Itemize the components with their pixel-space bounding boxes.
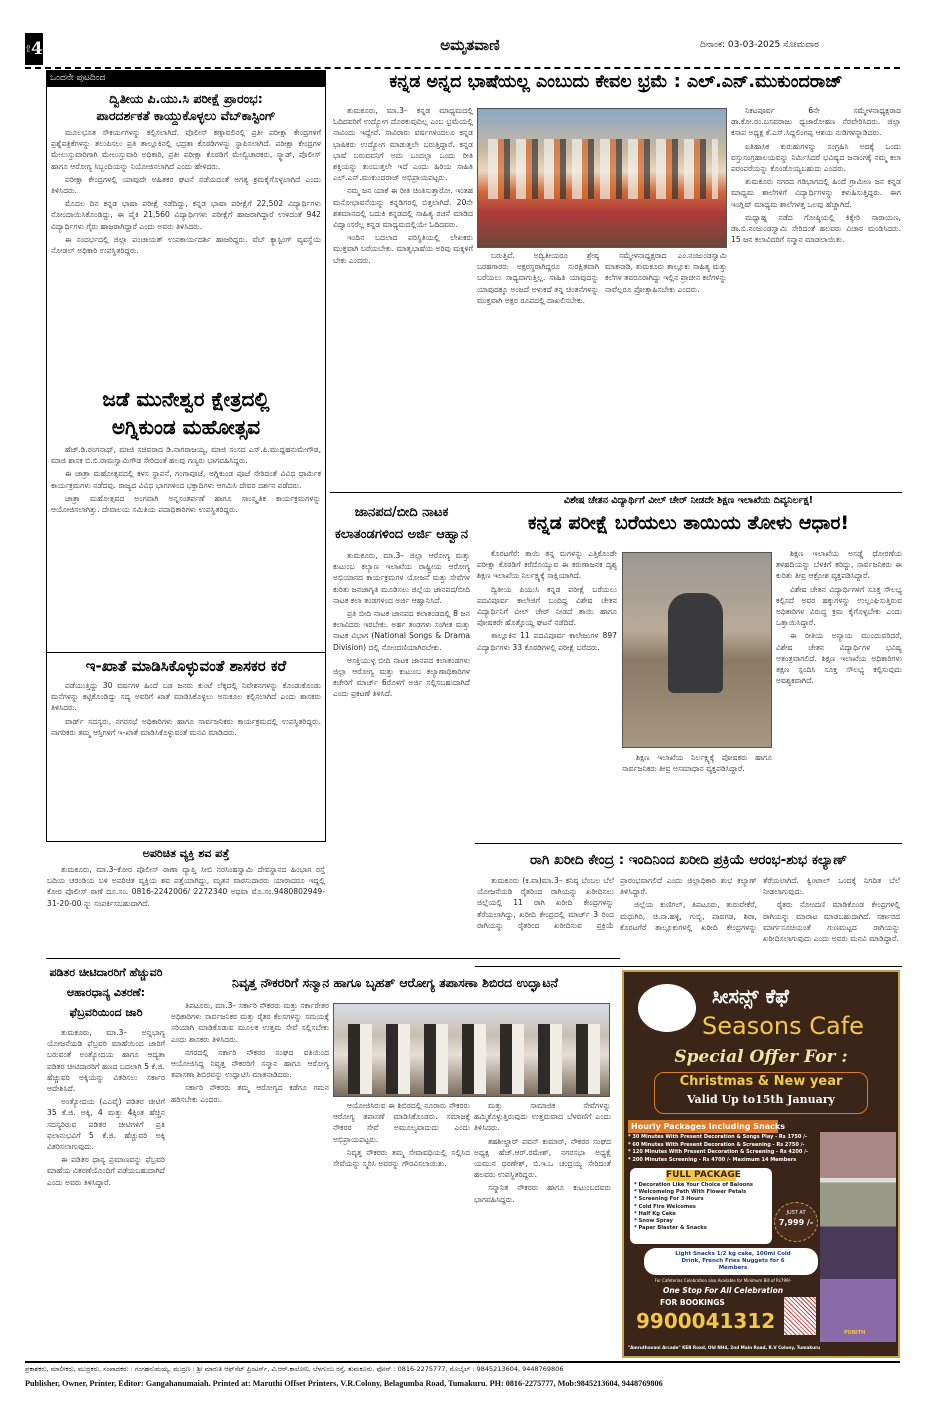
hourly-list: [628, 1134, 818, 1164]
paragraph: ಶಿಕ್ಷಣ ಇಲಾಖೆಯ ನಿರ್ಲಕ್ಷ್ಯಕ್ಕೆ ಪೋಷಕರು ಹಾಗೂ ಸಾರ್ವಜನಿಕರು ತೀವ್ರ ಅಸಮಾಧಾನ ವ್ಯಕ್ತಪಡಿಸಿದ್ದಾರೆ.: [622, 753, 772, 774]
photo-caption: PUNITH: [844, 1330, 866, 1336]
article-column-3: [474, 1100, 611, 1352]
article-column-1: [477, 548, 617, 840]
cafe-logo: [638, 984, 696, 1032]
paragraph: ಅಂತ್ಯೋದಯ (ಎಎವೈ) ಪಡಿತರ ಚೀಟಿಗೆ 35 ಕೆ.ಜಿ. ಅಕ್ಕಿ, 4 ಮತ್ತು 4ಕ್ಕಿಂತ ಹೆಚ್ಚಿನ ಸದಸ್ಯರಿರುವ ಪಡಿತರ ಚೀಟಿಗಳಿಗೆ ಪ್ರತಿ ಫಲಾನುಭವಿಗೆ 5 ಕೆ.ಜಿ. ಹೆಚ್ಚುವರಿ ಅಕ್ಕಿ ವಿತರಿಸಲಾಗುವುದು.: [47, 1097, 165, 1152]
paragraph: ನಗರದಲ್ಲಿ ಸರ್ಕಾರಿ ನೌಕರರ ಸಂಘದ ವತಿಯಿಂದ ಆಯೋಜಿಸಿದ್ದ ನಿವೃತ್ತ ನೌಕರರಿಗೆ ಸನ್ಮಾನ ಹಾಗೂ ಆರೋಗ್ಯ ತಪಾಸಣಾ ಶಿಬಿರವನ್ನು ಉದ್ಘಾಟಿಸಿ ಮಾತನಾಡಿದರು.: [171, 1047, 329, 1080]
hourly-item: * 200 Minutes Screening - Rs 4700 /- Maximum 14 Members: [628, 1156, 797, 1163]
cafeteria-note: For Cafeterias Celebration also Available for Minimum Bill of Rs799/-: [654, 1278, 792, 1283]
paragraph: ಈ ಪಡಿತರ ಧಾನ್ಯ ಪ್ರಮಾಣವನ್ನು ಫೆಬ್ರವರಿ ಮಾಹೆಯ ವಿತರಣೆಯೊಂದಿಗೆ ಪಡೆಯಬಹುದಾಗಿದೆ ಎಂದು ಅವರು ತಿಳಿಸಿದ್ದಾರೆ.: [47, 1155, 165, 1187]
article-headline: [50, 90, 322, 124]
paragraph: ತುಮಕೂರು, ಮಾ.3–ಕೋರ ಪೊಲೀಸ್ ಠಾಣಾ ವ್ಯಾಪ್ತಿ ಸೀಬಿ ನರಸಿಂಹಸ್ವಾಮಿ ದೇವಸ್ಥಾನದ ಹಿಂಭಾಗ ರಸ್ತೆ ಬದಿಯ ಚರಂಡಿಯ ಬಳಿ ಅಪರಿಚಿತ ವ್ಯಕ್ತಿಯ ಶವ ಪತ್ತೆಯಾಗಿದ್ದು, ಮೃತನ ವಾರಸುದಾರರು ಯಾರಾದರೂ ಇದ್ದಲ್ಲಿ ಕೋರ ಪೊಲೀಸ್ ಠಾಣೆ ದೂ.ಸಂ. 0816-2242006/ 2272340 ಅಥವಾ ಮೊ.ಸಂ.9480802949-31-20-00 ನ್ನು ಸಂಪರ್ಕಿಸಬಹುದಾಗಿದೆ.: [47, 865, 325, 908]
paragraph: ನಮ್ಮ ಜನ ಯಾಕೆ ಈ ರೀತಿ ಚಿಂತಿಸುತ್ತಾರೋ. ಇಂತಹ ಮನೋಭಾವನೆಯನ್ನು ಕನ್ನಡಿಗರಲ್ಲಿ ಬಿತ್ತಲಾಗಿದೆ. 20ನೇ ಶತಮಾನದಲ್ಲಿ ಬದುಕಿ ಕನ್ನಡದಲ್ಲಿ ಸಾಹಿತ್ಯ ರಚನೆ ಮಾಡಿದ ವಿದ್ವಾಂಸರೆಲ್ಲ ಕನ್ನಡ ಮಾಧ್ಯಮದಲ್ಲಿಯೇ ಓದಿದವರು.: [333, 186, 473, 230]
package-item: * Cold Fire Welcomes: [634, 1203, 696, 1210]
package-item: * Half Kg Cake: [634, 1210, 676, 1217]
paragraph: ಕೊರಟಗೆರೆ: ತಾಯಿ ತನ್ನ ಮಗಳನ್ನು ಎತ್ತಿಕೊಂಡೇ ಪರೀಕ್ಷಾ ಕೊಠಡಿಗೆ ಕರೆದೊಯ್ಯುವ ಈ ಕರುಣಾಜನಕ ದೃಶ್ಯ ಶಿಕ್ಷಣ ಇಲಾಖೆಯ ನಿರ್ಲಕ್ಷ್ಯಕ್ಕೆ ಸಾಕ್ಷಿಯಾಗಿದೆ.: [477, 549, 617, 581]
article-body: [46, 864, 326, 956]
package-item: * Snow Spray: [634, 1218, 673, 1225]
article-folk-troupes: [333, 502, 470, 955]
package-item: * Welcomeing Path With Flower Petals: [634, 1189, 747, 1196]
price-badge: [774, 1202, 818, 1242]
paragraph: ಪ್ರತಿ ಬೀದಿ ನಾಟಕ ಜಾನಪದ ಕಲಾತಂಡದಲ್ಲಿ 8 ಜನ ಕಲಾವಿದರು ಇರಬೇಕು. ಅರ್ಹ ತಂಡಗಳು ಸಂಗೀತ ಮತ್ತು ನಾಟಕ ವಿಭಾಗ (National Songs & Drama Division) ದಲ್ಲಿ ನೋಂದಣಿಯಾಗಿರಬೇಕು.: [333, 609, 470, 652]
seasons-cafe-ad: [622, 970, 900, 1358]
article-headline: ಜಾನಪದ/ಬೀದಿ ನಾಟಕ ಕಲಾತಂಡಗಳಿಂದ ಅರ್ಜಿ ಆಹ್ವಾನ: [335, 505, 468, 542]
hourly-item: * 120 Minutes With Present Decoration & Screening - Rs 4200 /-: [628, 1149, 808, 1155]
divider: [475, 966, 902, 967]
full-package-title: FULL PACKAGE: [666, 1170, 741, 1180]
package-item: * Decoration Like Your Choice of Baloons: [634, 1182, 753, 1188]
article-body: [50, 444, 322, 649]
paragraph: ತುಮಕೂರು, ಮಾ.3– ಅನ್ನಭಾಗ್ಯ ಯೋಜನೆಯಡಿ ಫೆಬ್ರವರಿ ಮಾಹೆಯಿಂದ ಜಾರಿಗೆ ಬರುವಂತೆ ಅಂತ್ಯೋದಯ ಹಾಗೂ ಆದ್ಯತಾ ಪಡಿತರ ಚೀಟಿದಾರರಿಗೆ ಹಣದ ಬದಲಾಗಿ 5 ಕೆ.ಜಿ. ಹೆಚ್ಚುವರಿ ಅಕ್ಕಿಯನ್ನು ವಿತರಿಸಲು ಸರ್ಕಾರ ಆದೇಶಿಸಿದೆ.: [47, 1028, 165, 1094]
paragraph: ನಿಕಟಪೂರ್ವ 6ನೇ ಸಮ್ಮೇಳನಾಧ್ಯಕ್ಷರಾದ ಡಾ.ಕೋ.ರಂ.ಬಸವರಾಜು ಧ್ವಜಾರೋಹಣ ನೆರವೇರಿಸಿದರು. ಜಿಲ್ಲಾ ಕಸಾಪ ಅಧ್ಯಕ್ಷ ಕೆ.ಎಸ್.ಸಿದ್ದಲಿಂಗಪ್ಪ ಆಶಯ ನುಡಿಗಳನ್ನಾಡಿದರು.: [731, 106, 901, 138]
snacks-banner: Light Snacks 1/2 kg cake, 100ml Cold Drink, French Fries Nuggets for 6 Members: [644, 1248, 818, 1275]
article-e-khata: [50, 656, 322, 839]
full-package-box: [630, 1168, 772, 1244]
divider: [475, 843, 902, 844]
article-ragi: [475, 849, 902, 964]
brand-en: Seasons Cafe: [702, 1012, 864, 1040]
headline-line: ಜಡೆ ಮುನೇಶ್ವರ ಕ್ಷೇತ್ರದಲ್ಲಿ: [102, 387, 270, 411]
paragraph: ಮತ್ತು ಸಾಮಾಜಿಕ ಸೇವೆಗಳನ್ನು ಹಮ್ಮಿಕೊಳ್ಳುತ್ತಿರುವುದು ಉತ್ತಮವಾದ ಬೆಳವಣಿಗೆ ಎಂದು ತಿಳಿಸಿದರು.: [474, 1101, 611, 1133]
article-column-3: [776, 548, 902, 840]
issue-date: ದಿನಾಂಕ: 03-03-2025 ಸೋಮವಾರ: [700, 40, 819, 50]
price: 7,999 /-: [778, 1218, 814, 1227]
article-headline: ಕನ್ನಡ ಪರೀಕ್ಷೆ ಬರೆಯಲು ತಾಯಿಯ ತೋಳು ಆಧಾರ!: [527, 512, 850, 534]
footer-divider: [25, 1361, 900, 1363]
article-headline: ಅಪರಿಚಿತ ವ್ಯಕ್ತಿ ಶವ ಪತ್ತೆ: [142, 847, 230, 860]
paragraph: ಈ ರೀತಿಯ ಅನ್ಯಾಯ ಮುಂದುವರಿದರೆ, ವಿಶೇಷ ಚೇತನ ವಿದ್ಯಾರ್ಥಿಗಳ ಭವಿಷ್ಯ ಅತಂತ್ರವಾಗಲಿದೆ. ಶಿಕ್ಷಣ ಇಲಾಖೆಯ ಅಧಿಕಾರಿಗಳು ತಕ್ಷಣ ಸ್ಪಂದಿಸಿ ಸೂಕ್ತ ಸೌಲಭ್ಯ ಕಲ್ಪಿಸುವುದು ಅವಶ್ಯಕವಾಗಿದೆ.: [776, 631, 902, 686]
paragraph: ವಾರ್ಡ್ ಸದಸ್ಯರು, ನಗರಸಭೆ ಅಧಿಕಾರಿಗಳು ಹಾಗೂ ಸಾರ್ವಜನಿಕರು ಕಾರ್ಯಕ್ರಮದಲ್ಲಿ ಉಪಸ್ಥಿತರಿದ್ದರು. ನಾಗರಿಕರು ತಮ್ಮ ಆಸ್ತಿಗಳಿಗೆ ಇ-ಖಾತೆ ಮಾಡಿಸಿಕೊಳ್ಳುವಂತೆ ಮನವಿ ಮಾಡಿದರು.: [51, 716, 321, 737]
ad-address: "Amruthavani Arcade" KEB Road, Old NH4, 2nd Main Road, R.V Colony, Tumakuru: [628, 1345, 821, 1350]
package-item: * Paper Blaster & Snacks: [634, 1225, 707, 1232]
paragraph: ಸರ್ಕಾರಿ ನೌಕರರು ತಮ್ಮ ಆರೋಗ್ಯದ ಕಡೆಗೂ ಗಮನ ಹರಿಸಬೇಕು ಎಂದರು.: [171, 1083, 329, 1104]
paragraph: ತಹಶೀಲ್ದಾರ್ ಪವನ್ ಕುಮಾರ್, ನೌಕರರ ಸಂಘದ ಅಧ್ಯಕ್ಷ ಹೆಚ್.ಆರ್.ರಮೇಶ್, ನಗರಸಭಾ ಅಧ್ಯಕ್ಷೆ ಯಮುನ ಧರಣೇಶ್, ಬಿ.ಇ.ಒ ಚಂದ್ರಯ್ಯ ಸೇರಿದಂತೆ ಹಲವರು ಉಪಸ್ಥಿತರಿದ್ದರು.: [474, 1136, 611, 1180]
just-at: JUST AT: [786, 1210, 806, 1216]
paragraph: ಜಾತ್ರಾ ಮಹೋತ್ಸವದ ಅಂಗವಾಗಿ ಅನ್ನಸಂತರ್ಪಣೆ ಹಾಗೂ ಸಾಂಸ್ಕೃತಿಕ ಕಾರ್ಯಕ್ರಮಗಳನ್ನು ಆಯೋಜಿಸಲಾಗಿತ್ತು. ದೇವಾಲಯ ಸಮಿತಿಯ ಪದಾಧಿಕಾರಿಗಳು ಉಪಸ್ಥಿತರಿದ್ದರು.: [51, 493, 321, 515]
paragraph: ತುಮಕೂರು (ಕ.ವಾ)ಮಾ.3– ಕನಿಷ್ಠ ಬೆಂಬಲ ಬೆಲೆ ಯೋಜನೆಯಡಿ ರೈತರಿಂದ ರಾಗಿಯನ್ನು ಖರೀದಿಸಲು ಜಿಲ್ಲೆಯಲ್ಲಿ 11 ರಾಗಿ ಖರೀದಿ ಕೇಂದ್ರಗಳನ್ನು ತೆರೆಯಲಾಗಿದ್ದು, ಖರೀದಿ ಕೇಂದ್ರದಲ್ಲಿ ಮಾರ್ಚ್ 3 ರಿಂದ ರಾಗಿಯನ್ನು ರೈತರಿಂದ ಖರೀದಿಸುವ ಪ್ರಕ್ರಿಯೆ ಪ್ರಾರಂಭವಾಗಲಿದೆ ಎಂದು ಜಿಲ್ಲಾಧಿಕಾರಿ ಶುಭ ಕಲ್ಯಾಣ್ ತಿಳಿಸಿದ್ದಾರೆ.: [477, 876, 757, 930]
divider: [46, 652, 326, 653]
article-pu-exam: [50, 90, 322, 380]
article-below-photo: [622, 752, 772, 840]
paragraph: ಬರುತ್ತಿವೆ. ಅದ್ವಿತೀಯರೂ ಶ್ರೇಷ್ಠ ಬರಹಗಾರರು ಅಕ್ಷರಸ್ಥರಾಗಿದ್ದರೂ ಸುರಕ್ಷಿತವಾಗಿ ಬರೆಯಲು ಸಾಧ್ಯವಾಗುತ್ತಿಲ್ಲ. ಸಾಹಿತಿ ಯಾವುದನ್ನು ಯಾವುದಕ್ಕೂ ಅಂಜದೆ ಅಳುಕದೆ ತನ್ನ ಚಿಂತನೆಗಳನ್ನು ಮುಕ್ತವಾಗಿ ಅಕ್ಷರ ರೂಪದಲ್ಲಿ ದಾಖಲಿಸಬೇಕು.: [477, 251, 599, 305]
paragraph: ತುಮಕೂರು, ಮಾ.3– ಜಿಲ್ಲಾ ಆರೋಗ್ಯ ಮತ್ತು ಕುಟುಂಬ ಕಲ್ಯಾಣ ಇಲಾಖೆಯ ರಾಷ್ಟ್ರೀಯ ಆರೋಗ್ಯ ಅಭಿಯಾನದ ಕಾರ್ಯಕ್ರಮಗಳ ಯೋಜನೆ ಮತ್ತು ಸೇವೆಗಳ ಕುರಿತು ಜನಜಾಗೃತಿ ಮೂಡಿಸಲು ಜಿಲ್ಲೆಯ ಜಾನಪದ/ಬೀದಿ ನಾಟಕ ಕಲಾ ತಂಡಗಳಿಂದ ಅರ್ಜಿ ಆಹ್ವಾನಿಸಿದೆ.: [333, 551, 470, 605]
paragraph: ತುಮಕೂರು, ಮಾ.3– ಕನ್ನಡ ಮಾಧ್ಯಮದಲ್ಲಿ ಓದಿದವರಿಗೆ ಉದ್ಯೋಗ ದೊರಕುವುದಿಲ್ಲ ಎಂಬ ಭ್ರಮೆಯಲ್ಲಿ ನಾವಿಂದು ಇದ್ದೇವೆ. ಸಾವಿರಾರು ವರ್ಷಗಳಿಂದಲೂ ಕನ್ನಡ ಭಾಷಿಕರು ಉದ್ಯೋಗ ಮಾಡುತ್ತಲೇ ಬರುತ್ತಿದ್ದಾರೆ. ಕನ್ನಡ ಭಾಷೆ ಬರುವವನಿಗೆ ಅದು ಒಂದಲ್ಲಾ ಒಂದು ರೀತಿ ಶಕ್ತಿಯನ್ನು ತುಂಬುತ್ತಲೇ ಇದೆ ಎಂದು ಹಿರಿಯ ಸಾಹಿತಿ ಎಲ್.ಎನ್.ಮುಕುಂದರಾಜ್ ಅಭಿಪ್ರಾಯಪಟ್ಟರು.: [333, 106, 473, 183]
paragraph: ಜಿಲ್ಲೆಯ ಕುಣಿಗಲ್, ತಿಪಟೂರು, ತುರುವೇಕೆರೆ, ಮಧುಗಿರಿ, ಚಿ.ನಾ.ಹಳ್ಳಿ, ಗುಬ್ಬಿ, ಪಾವಗಡ, ಶಿರಾ, ಕೊರಟಗೆರೆ ತಾಲ್ಲೂಕುಗಳಲ್ಲಿ ಖರೀದಿ ಕೇಂದ್ರಗಳನ್ನು ತೆರೆಯಲಾಗಿದೆ. ಕ್ವಿಂಟಾಲ್ ಒಂದಕ್ಕೆ ನಿಗದಿತ ಬೆಲೆ ನೀಡಲಾಗುವುದು.: [620, 876, 900, 932]
ceremony-photo: [333, 1003, 610, 1097]
lead-headline: ಕನ್ನಡ ಅನ್ನದ ಭಾಷೆಯಲ್ಲ ಎಂಬುದು ಕೇವಲ ಭ್ರಮೆ : ಎಲ್.ಎನ್.ಮುಕುಂದರಾಜ್: [389, 72, 843, 92]
article-unidentified-body: [46, 846, 326, 956]
paragraph: ರೈತರು ನೋಂದಣಿ ಮಾಡಿಕೊಂಡ ಕೇಂದ್ರಗಳಲ್ಲಿ ರಾಗಿಯನ್ನು ಮಾರಾಟ ಮಾಡಬಹುದಾಗಿದೆ. ಸರ್ಕಾರದ ಮಾರ್ಗಸೂಚಿಯಂತೆ ಗುಣಮಟ್ಟದ ರಾಗಿಯನ್ನು ಖರೀದಿಸಲಾಗುವುದು ಎಂದು ಅವರು ಮನವಿ ಮಾಡಿದ್ದಾರೆ.: [763, 900, 900, 944]
booking-phone: 9900041312: [636, 1309, 776, 1333]
student-photo: [622, 552, 772, 748]
qr-code: [784, 1297, 816, 1335]
headline-line: ಪಾರದರ್ಶಕತೆ ಕಾಯ್ದುಕೊಳ್ಳಲು ವೆಬ್‌ಕಾಸ್ಟಿಂಗ್: [96, 108, 276, 123]
article-body: [475, 875, 902, 964]
article-column-2: [333, 1100, 470, 1352]
paragraph: ಸಮ್ಮೇಳನಾಧ್ಯಕ್ಷರಾದ ಎಂ.ನಂಜುಂಡಸ್ವಾಮಿ ಮಾತನಾಡಿ, ತುಮಕೂರು ತಾಲ್ಲೂಕು ಸಾಹಿತ್ಯ ಮತ್ತು ಕಲೆಗಳ ತವರೂರಾಗಿದ್ದು ಇಲ್ಲಿನ ಪ್ರಾಚೀನ ಕಲೆಗಳನ್ನು ನಾವೆಲ್ಲರೂ ಪ್ರೋತ್ಸಾಹಿಸಬೇಕು ಎಂದರು.: [605, 251, 727, 294]
paragraph: ಮೂಲಭೂತ ಸೌಕರ್ಯಗಳನ್ನು ಕಲ್ಪಿಸಲಾಗಿದೆ. ಪೊಲೀಸ್ ಕಣ್ಗಾವಲಿನಲ್ಲಿ ಪ್ರತೀ ಪರೀಕ್ಷಾ ಕೇಂದ್ರಗಳಿಗೆ ಪ್ರಶ್ನೆಪತ್ರಿಕೆಗಳನ್ನು ತಲುಪಿಸಲು ಪ್ರತಿ ತಾಲ್ಲೂಕಿನಲ್ಲಿ ಭದ್ರತಾ ಕೊಠಡಿಗಳನ್ನು ಸ್ಥಾಪಿಸಲಾಗಿದೆ. ಪರೀಕ್ಷಾ ಕೇಂದ್ರಗಳ ಮೇಲುಸ್ತುವಾರಿಗಾಗಿ ಮೇಲುಸ್ತುವಾರಿ ಅಧಿಕಾರಿ, ಪ್ರತೀ ಪರೀಕ್ಷಾ ಕೊಠಡಿಗೆ ಮೇಲ್ವಿಚಾರಕರು, ಸ್ಕ್ವಾಡ್, ಪೊಲೀಸ್ ಹಾಗೂ ಆರೋಗ್ಯ ಸಿಬ್ಬಂದಿಯನ್ನು ನಿಯೋಜಿಸಲಾಗಿದೆ ಎಂದು ಹೇಳಿದರು.: [51, 128, 321, 171]
paragraph: ತಿಪಟೂರು, ಮಾ.3– ಸರ್ಕಾರಿ ನೌಕರರು ಮತ್ತು ಸರ್ಕಾರೇತರ ಅಧಿಕಾರಿಗಳು ಸಾರ್ವಜನಿಕರ ಮತ್ತು ರೈತರ ಕೆಲಸಗಳನ್ನು ಸಮಯಕ್ಕೆ ಸರಿಯಾಗಿ ಮಾಡಿಕೊಡುವ ಮೂಲಕ ಉತ್ತಮ ಸೇವೆ ಸಲ್ಲಿಸಬೇಕು ಎಂದು ಶಾಸಕರು ತಿಳಿಸಿದರು.: [171, 1001, 329, 1044]
paragraph: ಪಡೆಯುತ್ತಿದ್ದು 30 ವರ್ಷಗಳ ಹಿಂದೆ ಬಡ ಜನರು ಕುಂಟೆ ಲೆಕ್ಕದಲ್ಲಿ ನಿವೇಶನಗಳನ್ನು ಕೊಂಡುಕೊಂಡು ಮನೆಗಳನ್ನು ಕಟ್ಟಿಕೊಂಡಿದ್ದು ಸದ್ಯ ಅವರಿಗೆ ಖಾತೆ ಮಾಡಿಸಿಕೊಳ್ಳಲು ಅನುಕೂಲ ಕಲ್ಪಿಸಲಾಗಿದೆ ಎಂದು ಶಾಸಕರು ತಿಳಿಸಿದರು.: [51, 681, 321, 713]
page-label: ಪುಟ: [25, 45, 31, 53]
footer-imprint-kn: ಪ್ರಕಾಶಕರು, ಮಾಲೀಕರು, ಮುದ್ರಕರು, ಸಂಪಾದಕರು : ಗಂಗಹನುಮಯ್ಯ, ಮುದ್ರಣ : ಶ್ರೀ ಮಾರುತಿ ಆಫ್‌ಸೆಟ್ ಪ್ರಿಂಟರ್ಸ್, ವಿ.ಆರ್.ಕಾಲೋನಿ, ಬೆಳಗುಂಬ ರಸ್ತೆ, ತುಮಕೂರು. ಫೋನ್ : 0816-2275777, ಮೊಬೈಲ್ : 9845213604, 9448769806: [25, 1365, 564, 1373]
article-body: [333, 550, 470, 955]
paragraph: ದ್ವಿತೀಯ ಪಿಯುಸಿ ಕನ್ನಡ ಪರೀಕ್ಷೆ ಬರೆಯಲು ಪದವಿಪೂರ್ವ ಕಾಲೇಜಿಗೆ ಬಂದಿದ್ದ ವಿಶೇಷ ಚೇತನ ವಿದ್ಯಾರ್ಥಿನಿಗೆ ವೀಲ್ ಚೇರ್ ನೀಡದೆ ತಾಯಿ ಹಾಗೂ ಪೋಷಕರೇ ಹೊತ್ತೊಯ್ದ ಘಟನೆ ನಡೆದಿದೆ.: [477, 584, 617, 628]
hourly-title: Hourly Packages Including Snacks: [628, 1120, 778, 1133]
paragraph: ಆಸಕ್ತಿಯುಳ್ಳ ಬೀದಿ ನಾಟಕ ಜಾನಪದ ಕಲಾತಂಡಗಳು ಜಿಲ್ಲಾ ಆರೋಗ್ಯ ಮತ್ತು ಕುಟುಂಬ ಕಲ್ಯಾಣಾಧಿಕಾರಿಗಳ ಕಚೇರಿಗೆ ಮಾರ್ಚ್ 6ರೊಳಗೆ ಅರ್ಜಿ ಸಲ್ಲಿಸಬಹುದಾಗಿದೆ ಎಂದು ಪ್ರಕಟಣೆ ತಿಳಿಸಿದೆ.: [333, 655, 470, 699]
paragraph: ಐತಿಹಾಸಿಕ ಕುರುಹುಗಳನ್ನು ಸಂಗ್ರಹಿಸಿ ಅದಕ್ಕೆ ಒಂದು ವಸ್ತುಸಂಗ್ರಹಾಲಯವನ್ನು ನಿರ್ಮಿಸಿದರೆ ಭವಿಷ್ಯದ ಜನಾಂಗಕ್ಕೆ ನಮ್ಮ ಕಲಾ ಪರಂಪರೆಯನ್ನು ಕೊಂಡೊಯ್ಯಬಹುದು ಎಂದರು.: [731, 141, 901, 174]
headline-line: ಅಗ್ನಿಕುಂಡ ಮಹೋತ್ಸವ: [111, 415, 261, 439]
page-number: 4: [31, 39, 43, 59]
paragraph: ಮಧ್ಯಾಹ್ನ ನಡೆದ ಗೋಷ್ಠಿಯಲ್ಲಿ ಕಿಕ್ಕೇರಿ ನಾರಾಯಣ, ಡಾ.ಬಿ.ನಂಜುಂಡಸ್ವಾಮಿ ಸೇರಿದಂತೆ ಹಲವರು ವಿಚಾರ ಮಂಡಿಸಿದರು. 15 ಜನ ಕಲಾವಿದರಿಗೆ ಸನ್ಮಾನ ಮಾಡಲಾಯಿತು.: [731, 212, 901, 245]
occasion-banner: [654, 1072, 868, 1114]
valid-until: Valid Up to15th January: [687, 1093, 835, 1106]
special-offer: Special Offer For :: [674, 1047, 848, 1067]
hourly-item: * 30 Minutes With Present Decoration & Songs Play - Rs 1750 /-: [628, 1134, 808, 1140]
venue-photos: [820, 1132, 896, 1342]
masthead: ಅಮೃತವಾಣಿ: [440, 36, 500, 54]
header-divider: [25, 67, 900, 69]
paragraph: ಹೆಚ್.ಡಿ.ರಂಗನಾಥ್, ಮಾಜಿ ಸಚಿವರಾದ ಡಿ.ನಾಗರಾಜಯ್ಯ, ಮಾಜಿ ಸಂಸದ ಎಸ್.ಪಿ.ಮುದ್ದಹನುಮೇಗೌಡ, ಮಾಜಿ ಶಾಸಕ ಬಿ.ಬಿ.ರಾಮಸ್ವಾಮಿಗೌಡ ಸೇರಿದಂತೆ ಹಲವು ಗಣ್ಯರು ಭಾಗವಹಿಸಿದ್ದರು.: [51, 445, 321, 466]
package-item: * Screening For 3 Hours: [634, 1196, 704, 1203]
article-ration: [46, 963, 166, 1353]
article-body: [46, 1027, 166, 1353]
headline-line: ದ್ವಿತೀಯ ಪಿ.ಯು.ಸಿ ಪರೀಕ್ಷೆ ಪ್ರಾರಂಭ:: [109, 91, 263, 106]
paragraph: ಆಯೋಜಿಸಿರುವ ಈ ಶಿಬಿರದಲ್ಲಿ ನೂರಾರು ನೌಕರರು ಆರೋಗ್ಯ ತಪಾಸಣೆ ಮಾಡಿಸಿಕೊಂಡರು. ಸಮಾಜಕ್ಕೆ ನೌಕರರ ಸೇವೆ ಅಮೂಲ್ಯವಾದುದು ಎಂದು ಅಭಿಪ್ರಾಯಪಟ್ಟರು.: [333, 1101, 470, 1144]
page-number-box: [25, 33, 43, 65]
hourly-item: * 60 Minutes With Present Decoration & Screening - Rs 2750 /-: [628, 1141, 805, 1148]
lead-photo: [477, 108, 727, 248]
paragraph: ಸನ್ಮಾನಿತ ನೌಕರರು ಹಾಗೂ ಕುಟುಂಬದವರು ಭಾಗವಹಿಸಿದ್ದರು.: [474, 1183, 611, 1204]
article-headline: ಇ-ಖಾತೆ ಮಾಡಿಸಿಕೊಳ್ಳುವಂತೆ ಶಾಸಕರ ಕರೆ: [85, 657, 287, 675]
brand-kn: ಸೀಸನ್ಸ್ ಕೆಫೆ: [712, 984, 789, 1008]
lead-column-2: [477, 250, 727, 490]
article-headline: ನಿವೃತ್ತ ನೌಕರರಿಗೆ ಸನ್ಮಾನ ಹಾಗೂ ಬೃಹತ್ ಆರೋಗ್ಯ ತಪಾಸಣಾ ಶಿಬಿರದ ಉದ್ಘಾಟನೆ: [232, 975, 558, 990]
paragraph: ಇಂದಿನ ಬದಲಾದ ಪರಿಸ್ಥಿತಿಯಲ್ಲಿ ಲೇಖಕರು ಮುಕ್ತವಾಗಿ ಬರೆಯಬೇಕು. ಮಾತೃಭಾಷೆಯ ಅರಿವು ಮಕ್ಕಳಿಗೆ ಬೇಕು ಎಂದರು.: [333, 233, 473, 265]
lead-column-1: [333, 105, 473, 490]
paragraph: ತಾಲ್ಲೂಕಿನ 11 ಪದವಿಪೂರ್ವ ಕಾಲೇಜುಗಳ 897 ವಿದ್ಯಾರ್ಥಿಗಳು 33 ಕೊಠಡಿಗಳಲ್ಲಿ ಪರೀಕ್ಷೆ ಬರೆದರು.: [477, 631, 617, 652]
article-agnikunda: [50, 385, 322, 649]
one-stop: One Stop For All Celebration: [662, 1286, 784, 1295]
paragraph: ನಿವೃತ್ತ ನೌಕರರು ತಮ್ಮ ಸೇವಾವಧಿಯಲ್ಲಿ ಸಲ್ಲಿಸಿದ ಸೇವೆಯನ್ನು ಸ್ಮರಿಸಿ ಅವರನ್ನು ಗೌರವಿಸಲಾಯಿತು.: [333, 1147, 470, 1169]
paragraph: ತುಮಕೂರು ನಗರದ ಗಡಿಭಾಗದಲ್ಲಿ ಹಿಂದೆ ಗ್ರಾಮೀಣ ಜನ ಕನ್ನಡ ಮಾಧ್ಯಮ ಶಾಲೆಗಳಿಗೆ ವಿದ್ಯಾರ್ಥಿಗಳನ್ನು ಕಳುಹಿಸುತ್ತಿದ್ದರು. ಈಗ ಇಂಗ್ಲಿಷ್ ಮಾಧ್ಯಮ ಶಾಲೆಗಳತ್ತ ಒಲವು ಹೆಚ್ಚಾಗಿದೆ.: [731, 177, 901, 209]
lead-column-3: [731, 105, 901, 490]
paragraph: ಪರೀಕ್ಷಾ ಕೇಂದ್ರಗಳಲ್ಲಿ ಯಾವುದೇ ಅಹಿತಕರ ಘಟನೆ ನಡೆಯದಂತೆ ಅಗತ್ಯ ಕ್ರಮಕೈಗೊಳ್ಳಲಾಗಿದೆ ಎಂದು ತಿಳಿಸಿದರು.: [51, 174, 321, 196]
bookings-label: FOR BOOKINGS: [660, 1298, 725, 1307]
paragraph: ಮೊದಲ ದಿನ ಕನ್ನಡ ಭಾಷಾ ಪರೀಕ್ಷೆ ನಡೆದಿದ್ದು, ಕನ್ನಡ ಭಾಷಾ ಪರೀಕ್ಷೆಗೆ 22,502 ವಿದ್ಯಾರ್ಥಿಗಳು ನೋಂದಾಯಿಸಿಕೊಂಡಿದ್ದು, ಈ ಪೈಕಿ 21,560 ವಿದ್ಯಾರ್ಥಿಗಳು ಪರೀಕ್ಷೆಗೆ ಹಾಜರಾಗಿದ್ದಾರೆ ಉಳಿದಂತೆ 942 ವಿದ್ಯಾರ್ಥಿಗಳು ಗೈರು ಹಾಜರಾಗಿದ್ದಾರೆ ಎಂದು ಅವರು ತಿಳಿಸಿದರು.: [51, 199, 321, 231]
article-kicker: ವಿಶೇಷ ಚೇತನ ವಿದ್ಯಾರ್ಥಿಗೆ ವೀಲ್ ಚೇರ್ ನೀಡದೇ ಶಿಕ್ಷಣ ಇಲಾಖೆಯ ದಿವ್ಯನಿರ್ಲಕ್ಷ!: [563, 495, 814, 506]
paragraph: ಈ ಸಂದರ್ಭದಲ್ಲಿ ಜಿಲ್ಲಾ ಪಂಚಾಯತ್ ಉಪಕಾರ್ಯದರ್ಶಿ ಹಾಜರಿದ್ದರು. ವೆಬ್ ಕ್ಯಾಸ್ಟಿಂಗ್ ವ್ಯವಸ್ಥೆಯ ನೋಡಲ್ ಅಧಿಕಾರಿ ಉಪಸ್ಥಿತರಿದ್ದರು.: [51, 234, 321, 256]
article-headline: [50, 385, 322, 441]
article-headline: ರಾಗಿ ಖರೀದಿ ಕೇಂದ್ರ : ಇಂದಿನಿಂದ ಖರೀದಿ ಪ್ರಕ್ರಿಯೆ ಆರಂಭ-ಶುಭ ಕಲ್ಯಾಣ್: [530, 852, 847, 868]
occasion: Christmas & New year: [679, 1074, 843, 1089]
section-tag: ಒಂದನೇ ಪುಟದಿಂದ: [46, 70, 326, 87]
article-body: [50, 680, 322, 839]
paragraph: ಶಿಕ್ಷಣ ಇಲಾಖೆಯ ಅಸಡ್ಡೆ ಧೋರಣೆಯ ತಳಹದಿಯನ್ನು ಬೆಳಕಿಗೆ ತರಿದ್ದು, ಸಾರ್ವಜನಿಕರು ಈ ಕುರಿತು ತೀವ್ರ ಆಕ್ರೋಶ ವ್ಯಕ್ತಪಡಿಸಿದ್ದಾರೆ.: [776, 549, 902, 581]
article-body: [50, 127, 322, 380]
divider: [330, 492, 902, 493]
paragraph: ಈ ಜಾತ್ರಾ ಮಹೋತ್ಸವದಲ್ಲಿ ಕಳಸ ಸ್ಥಾಪನೆ, ಗಂಗಾಪೂಜೆ, ಅಗ್ನಿಕುಂಡ ಪೂಜೆ ಸೇರಿದಂತೆ ವಿವಿಧ ಧಾರ್ಮಿಕ ಕಾರ್ಯಕ್ರಮಗಳು ನಡೆದವು. ರಾಜ್ಯದ ವಿವಿಧ ಭಾಗಗಳಿಂದ ಭಕ್ತಾದಿಗಳು ಆಗಮಿಸಿ ದೇವರ ದರ್ಶನ ಪಡೆದರು.: [51, 469, 321, 490]
paragraph: ವಿಶೇಷ ಚೇತನ ವಿದ್ಯಾರ್ಥಿಗಳಿಗೆ ಸೂಕ್ತ ಸೌಲಭ್ಯ ಕಲ್ಪಿಸದೆ ಅವರ ಹಕ್ಕುಗಳನ್ನು ಉಲ್ಲಂಘಿಸುತ್ತಿರುವ ಅಧಿಕಾರಿಗಳ ವಿರುದ್ಧ ಕ್ರಮ ಕೈಗೊಳ್ಳಬೇಕು ಎಂದು ಒತ್ತಾಯಿಸಿದ್ದಾರೆ.: [776, 584, 902, 628]
article-headline: ಪಡಿತರ ಚೀಟಿದಾರರಿಗೆ ಹೆಚ್ಚುವರಿ ಆಹಾರಧಾನ್ಯ ವಿತರಣೆ: ಫೆಬ್ರವರಿಯಿಂದ ಜಾರಿ: [49, 966, 163, 1019]
article-column-1: [171, 1000, 329, 1352]
footer-imprint-en: Publisher, Owner, Printer, Editor: Gangahanumaiah. Printed at: Maruthi Offset Printers, V.R.Colony, Belagumba Road, Tumakuru. PH: 0816-2275777, Mob:9845213604, 9448769806: [25, 1379, 663, 1388]
